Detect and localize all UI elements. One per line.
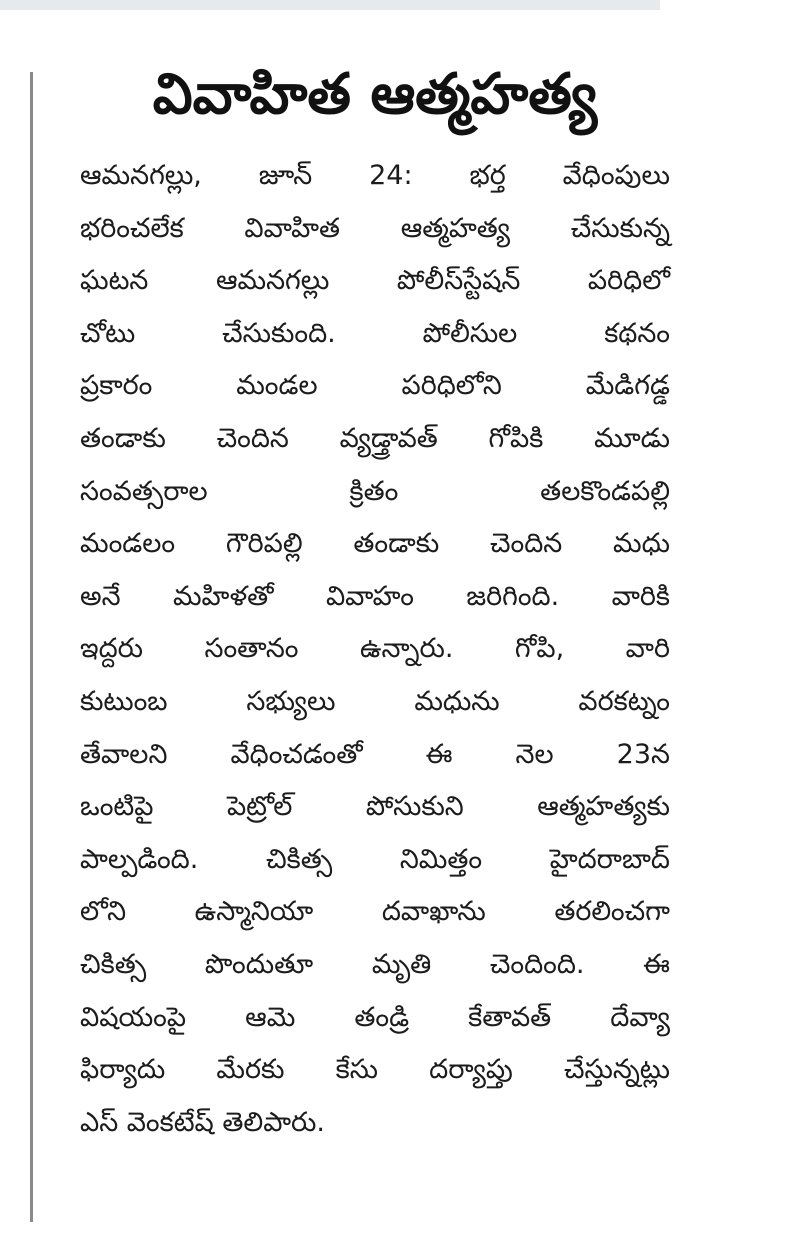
body-line: భరించలేక వివాహిత ఆత్మహత్య చేసుకున్న bbox=[80, 212, 670, 244]
body-line: తండాకు చెందిన వ్యడ్త్రావత్ గోపికి మూడు bbox=[80, 422, 670, 454]
body-line: మండలం గౌరిపల్లి తండాకు చెందిన మధు bbox=[80, 528, 670, 560]
article-body bbox=[80, 150, 670, 1149]
body-line: ఇద్దరు సంతానం ఉన్నారు. గోపి, వారి bbox=[80, 633, 670, 665]
body-line: తేవాలని వేధించడంతో ఈ నెల 23న bbox=[80, 738, 670, 770]
body-line: ఫిర్యాదు మేరకు కేసు దర్యాప్తు చేస్తున్నట్లు bbox=[80, 1054, 670, 1086]
column-rule bbox=[30, 72, 33, 1222]
body-line: పాల్పడింది. చికిత్స నిమిత్తం హైదరాబాద్ bbox=[80, 843, 670, 875]
body-line: అనే మహిళతో వివాహం జరిగింది. వారికి bbox=[80, 580, 670, 612]
body-line: ఘటన ఆమనగల్లు పోలీస్‌స్టేషన్ పరిధిలో bbox=[80, 265, 670, 297]
body-line: సంవత్సరాల క్రితం తలకొండపల్లి bbox=[80, 475, 670, 507]
body-line: ప్రకారం మండల పరిధిలోని మేడిగడ్డ bbox=[80, 370, 670, 402]
body-line: చోటు చేసుకుంది. పోలీసుల కథనం bbox=[80, 317, 670, 349]
body-line: ఆమనగల్లు, జూన్ 24: భర్త వేధింపులు bbox=[80, 160, 670, 191]
body-line: ఎస్ వెంకటేష్ తెలిపారు. bbox=[80, 1106, 325, 1138]
body-line: లోని ఉస్మానియా దవాఖాను తరలించగా bbox=[80, 896, 670, 928]
body-line: కుటుంబ సభ్యులు మధును వరకట్నం bbox=[80, 685, 670, 717]
body-line: ఒంటిపై పెట్రోల్ పోసుకుని ఆత్మహత్యకు bbox=[80, 791, 670, 823]
headline: వివాహిత ఆత్మహత్య bbox=[152, 62, 598, 127]
news-article bbox=[80, 40, 670, 1149]
body-line: విషయంపై ఆమె తండ్రి కేతావత్ దేవ్యా bbox=[80, 1001, 670, 1033]
top-band bbox=[0, 0, 660, 10]
body-line: చికిత్స పొందుతూ మృతి చెందింది. ఈ bbox=[80, 948, 670, 980]
